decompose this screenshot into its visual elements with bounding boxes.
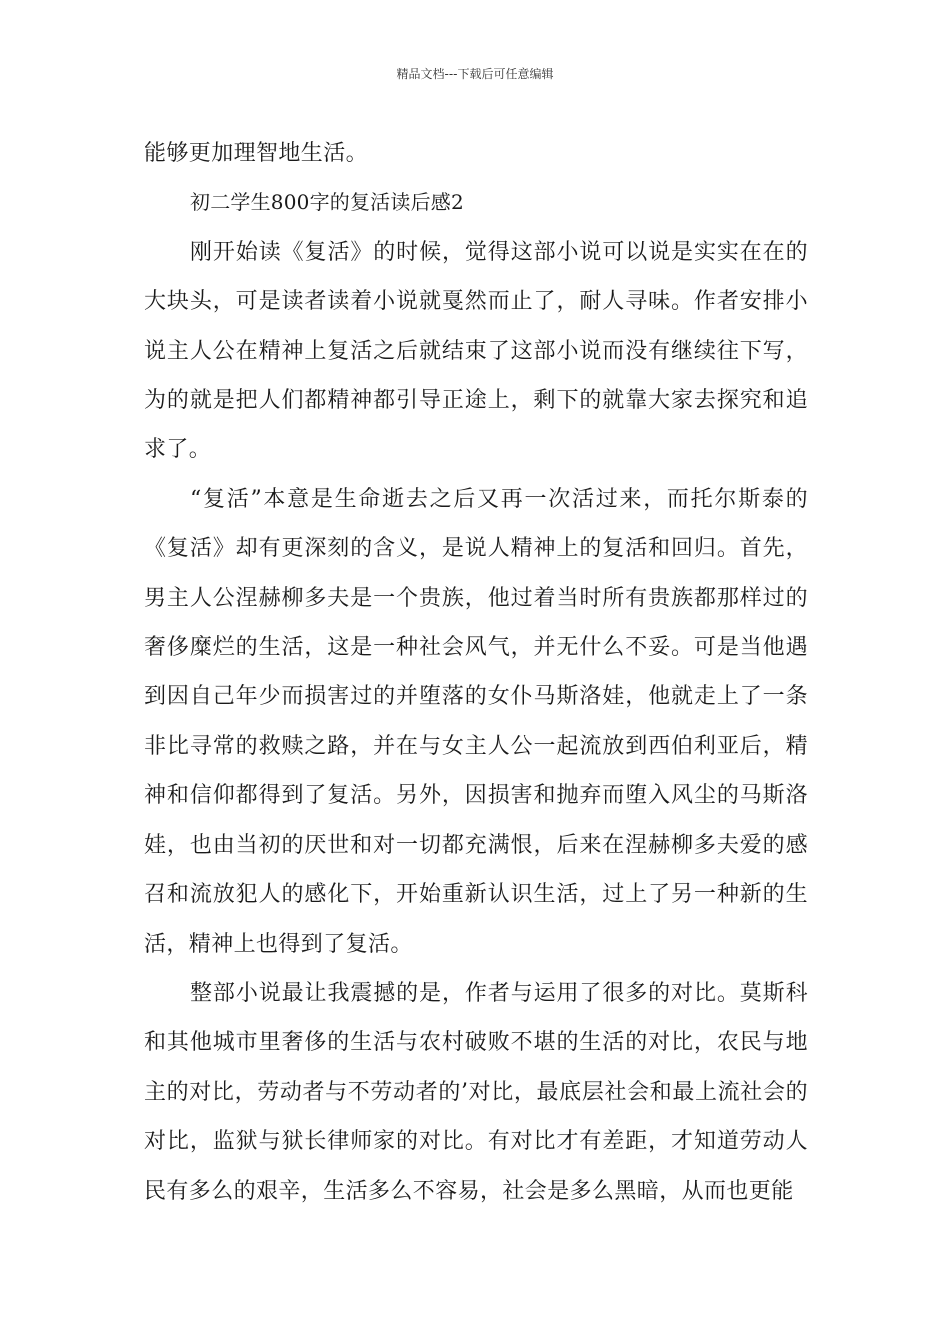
paragraph: 刚开始读《复活》的时候，觉得这部小说可以说是实实在在的大块头，可是读者读着小说就戛然而止了，耐人寻味。作者安排小说主人公在精神上复活之后就结束了这部小说而没有继续往下写，为的就是把人们都精神都引导正途上，剩下的就靠大家去探究和追求了。 bbox=[144, 239, 808, 463]
paragraph: “复活”本意是生命逝去之后又再一次活过来，而托尔斯泰的《复活》却有更深刻的含义，是说人精神上的复活和回归。首先，男主人公涅赫柳多夫是一个贵族，他过着当时所有贵族都那样过的奢侈糜烂的生活，这是一种社会风气，并无什么不妥。可是当他遇到因自己年少而损害过的并堕落的女仆马斯洛娃，他就走上了一条非比寻常的救赎之路，并在与女主人公一起流放到西伯利亚后，精神和信仰都得到了复活。另外，因损害和抛弃而堕入风尘的马斯洛娃，也由当初的厌世和对一切都充满恨，后来在涅赫柳多夫爱的感召和流放犯人的感化下，开始重新认识生活，过上了另一种新的生活，精神上也得到了复活。 bbox=[144, 486, 808, 957]
section-heading: 初二学生800字的复活读后感2 bbox=[190, 190, 464, 215]
document-body bbox=[144, 129, 808, 1216]
paragraph: 整部小说最让我震撼的是，作者与运用了很多的对比。莫斯科和其他城市里奢侈的生活与农村破败不堪的生活的对比，农民与地主的对比，劳动者与不劳动者的’对比，最底层社会和最上流社会的对比，监狱与狱长律师家的对比。有对比才有差距，才知道劳动人民有多么的艰辛，生活多么不容易，社会是多么黑暗，从而也更能 bbox=[144, 980, 808, 1204]
paragraph-continuation: 能够更加理智地生活。 bbox=[144, 141, 369, 166]
page-header: 精品文档---下载后可任意编辑 bbox=[396, 67, 554, 81]
